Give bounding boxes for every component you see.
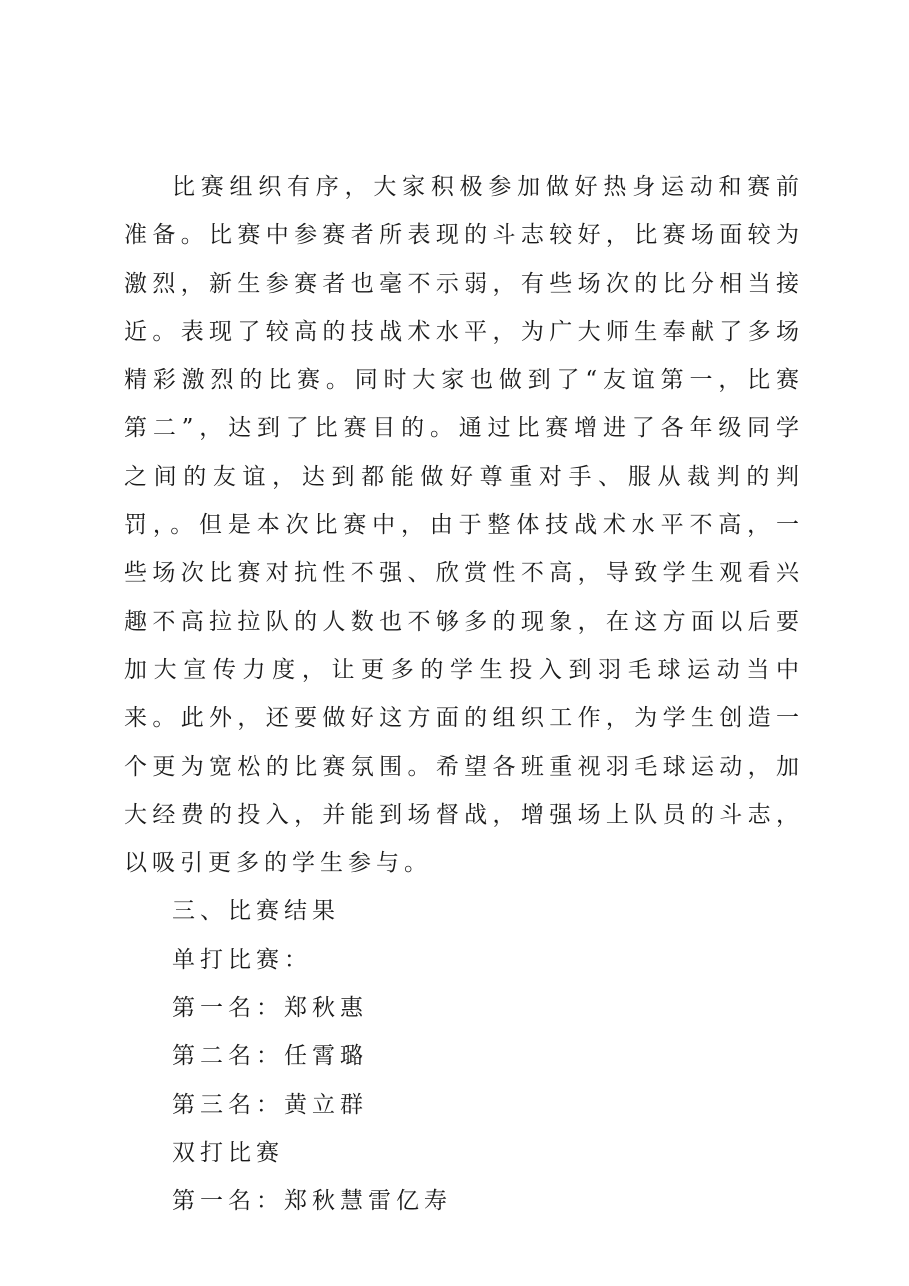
doubles-heading: 双打比赛 <box>172 1139 284 1166</box>
doubles-result-first: 第一名：郑秋慧雷亿寿 <box>172 1188 452 1215</box>
singles-result-first: 第一名：郑秋惠 <box>172 995 368 1022</box>
section-heading-results: 三、比赛结果 <box>172 898 340 925</box>
singles-heading: 单打比赛： <box>172 946 312 973</box>
singles-result-second: 第二名：任霄璐 <box>172 1043 368 1070</box>
document-body <box>124 163 804 1226</box>
singles-result-third: 第三名：黄立群 <box>172 1091 368 1118</box>
summary-paragraph: 比赛组织有序，大家积极参加做好热身运动和赛前准备。比赛中参赛者所表现的斗志较好，比赛场面较为激烈，新生参赛者也毫不示弱，有些场次的比分相当接近。表现了较高的技战术水平，为广大师生奉献了多场精彩激烈的比赛。同时大家也做到了“友谊第一，比赛第二”，达到了比赛目的。通过比赛增进了各年级同学之间的友谊，达到都能做好尊重对手、服从裁判的判罚，。但是本次比赛中，由于整体技战术水平不高，一些场次比赛对抗性不强、欣赏性不高，导致学生观看兴趣不高拉拉队的人数也不够多的现象，在这方面以后要加大宣传力度，让更多的学生投入到羽毛球运动当中来。此外，还要做好这方面的组织工作，为学生创造一个更为宽松的比赛氛围。希望各班重视羽毛球运动，加大经费的投入，并能到场督战，增强场上队员的斗志，以吸引更多的学生参与。 <box>124 174 804 877</box>
